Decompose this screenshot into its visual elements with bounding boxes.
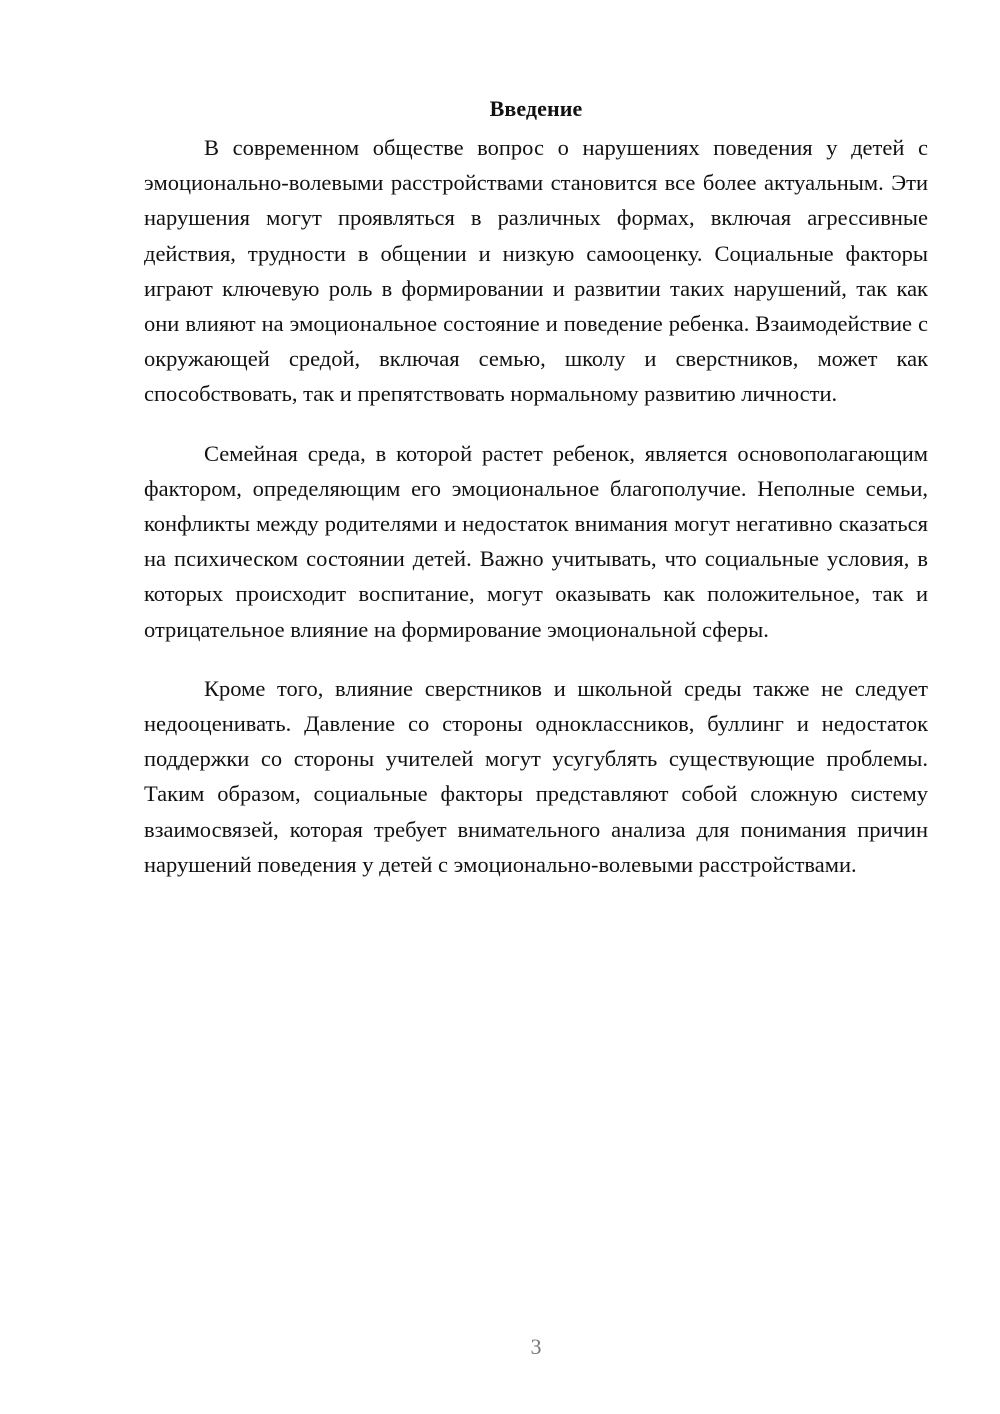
paragraph-3: Кроме того, влияние сверстников и школьной среды также не следует недооценивать. Давление со стороны одноклассников, буллинг и недостаток поддержки со стороны учителей могут усугублять существующие проблемы. Таким образом, социальные факторы представляют собой сложную систему взаимосвязей, которая требует внимательного анализа для понимания причин нарушений поведения у детей с эмоционально-волевыми расстройствами. — [144, 675, 928, 877]
paragraph-1: В современном обществе вопрос о нарушениях поведения у детей с эмоционально-волевыми расстройствами становится все более актуальным. Эти нарушения могут проявляться в различных формах, включая агрессивные действия, трудности в общении и низкую самооценку. Социальные факторы играют ключевую роль в формировании и развитии таких нарушений, так как они влияют на эмоциональное состояние и поведение ребенка. Взаимодействие с окружающей средой, включая семью, школу и сверстников, может как способствовать, так и препятствовать нормальному развитию личности. — [144, 135, 928, 407]
paragraph-2: Семейная среда, в которой растет ребенок, является основополагающим фактором, определяющим его эмоциональное благополучие. Неполные семьи, конфликты между родителями и недостаток внимания могут негативно сказаться на психическом состоянии детей. Важно учитывать, что социальные условия, в которых происходит воспитание, могут оказывать как положительное, так и отрицательное влияние на формирование эмоциональной сферы. — [144, 440, 928, 642]
section-heading: Введение — [489, 96, 583, 121]
page-number: 3 — [530, 1334, 542, 1359]
page-content — [144, 92, 928, 906]
